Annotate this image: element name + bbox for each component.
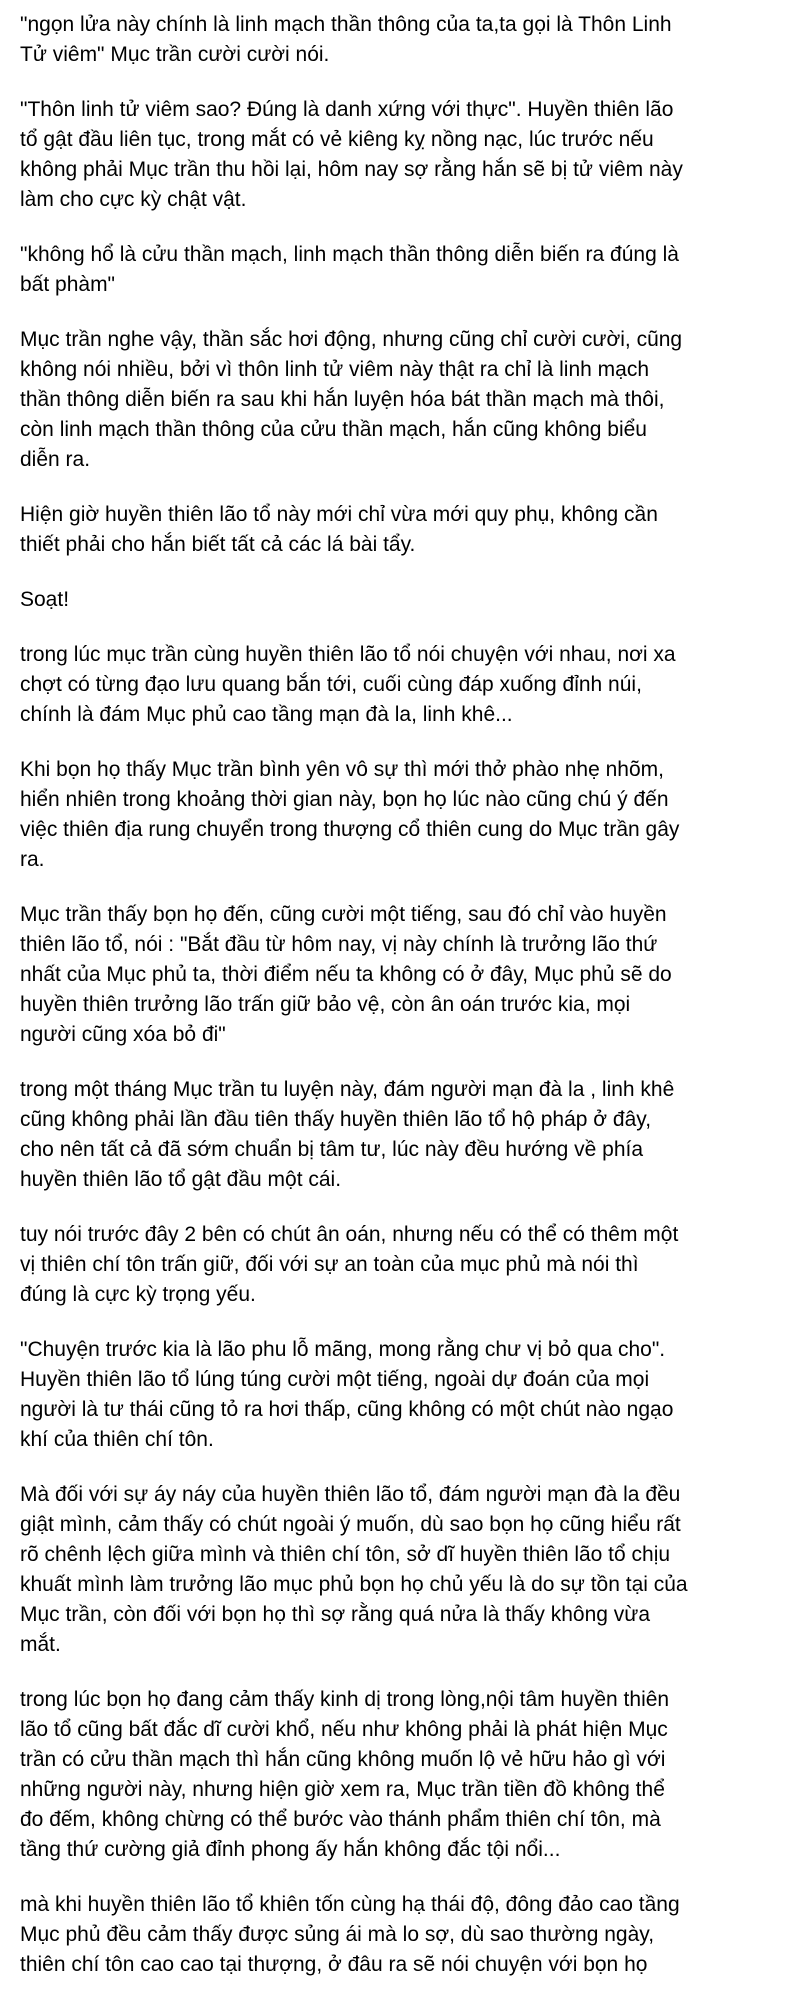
paragraph: Mục trần nghe vậy, thần sắc hơi động, nhưng cũng chỉ cười cười, cũng không nói nhiều, bởi vì thôn linh tử viêm này thật ra chỉ là linh mạch thần thông diễn biến ra sau khi hắn luyện hóa bát thần mạch mà thôi, còn linh mạch thần thông của cửu thần mạch, hắn cũng không biểu diễn ra. [20, 328, 683, 471]
paragraph: "không hổ là cửu thần mạch, linh mạch thần thông diễn biến ra đúng là bất phàm" [20, 243, 679, 296]
paragraph: "Thôn linh tử viêm sao? Đúng là danh xứng với thực". Huyền thiên lão tổ gật đầu liên tục, trong mắt có vẻ kiêng kỵ nồng nạc, lúc trước nếu không phải Mục trần thu hồi lại, hôm nay sợ rằng hắn sẽ bị tử viêm này làm cho cực kỳ chật vật. [20, 98, 683, 211]
paragraph: Mục trần thấy bọn họ đến, cũng cười một tiếng, sau đó chỉ vào huyền thiên lão tổ, nói : "Bắt đầu từ hôm nay, vị này chính là trưởng lão thứ nhất của Mục phủ ta, thời điểm nếu ta không có ở đây, Mục phủ sẽ do huyền thiên trưởng lão trấn giữ bảo vệ, còn ân oán trước kia, mọi người cũng xóa bỏ đi" [20, 903, 672, 1046]
paragraph: "ngọn lửa này chính là linh mạch thần thông của ta,ta gọi là Thôn Linh Tử viêm" Mục trần cười cười nói. [20, 13, 672, 66]
paragraph: "Chuyện trước kia là lão phu lỗ mãng, mong rằng chư vị bỏ qua cho". Huyền thiên lão tổ lúng túng cười một tiếng, ngoài dự đoán của mọi người là tư thái cũng tỏ ra hơi thấp, cũng không có một chút nào ngạo khí của thiên chí tôn. [20, 1338, 674, 1451]
paragraph: mà khi huyền thiên lão tổ khiên tốn cùng hạ thái độ, đông đảo cao tầng Mục phủ đều cảm thấy được sủng ái mà lo sợ, dù sao thường ngày, thiên chí tôn cao cao tại thượng, ở đâu ra sẽ nói chuyện với bọn họ [20, 1893, 680, 1976]
paragraph: Soạt! [20, 588, 70, 611]
paragraph: trong lúc mục trần cùng huyền thiên lão tổ nói chuyện với nhau, nơi xa chợt có từng đạo lưu quang bắn tới, cuối cùng đáp xuống đỉnh núi, chính là đám Mục phủ cao tầng mạn đà la, linh khê... [20, 643, 676, 726]
paragraph: Mà đối với sự áy náy của huyền thiên lão tổ, đám người mạn đà la đều giật mình, cảm thấy có chút ngoài ý muốn, dù sao bọn họ cũng hiểu rất rõ chênh lệch giữa mình và thiên chí tôn, sở dĩ huyền thiên lão tổ chịu khuất mình làm trưởng lão mục phủ bọn họ chủ yếu là do sự tồn tại của Mục trần, còn đối với bọn họ thì sợ rằng quá nửa là thấy không vừa mắt. [20, 1483, 688, 1656]
paragraph: Hiện giờ huyền thiên lão tổ này mới chỉ vừa mới quy phụ, không cần thiết phải cho hắn biết tất cả các lá bài tẩy. [20, 503, 658, 556]
paragraph: Khi bọn họ thấy Mục trần bình yên vô sự thì mới thở phào nhẹ nhõm, hiển nhiên trong khoảng thời gian này, bọn họ lúc nào cũng chú ý đến việc thiên địa rung chuyển trong thượng cổ thiên cung do Mục trần gây ra. [20, 758, 680, 871]
paragraph: trong lúc bọn họ đang cảm thấy kinh dị trong lòng,nội tâm huyền thiên lão tổ cũng bất đắc dĩ cười khổ, nếu như không phải là phát hiện Mục trần có cửu thần mạch thì hắn cũng không muốn lộ vẻ hữu hảo gì với những người này, nhưng hiện giờ xem ra, Mục trần tiền đồ không thể đo đếm, không chừng có thể bước vào thánh phẩm thiên chí tôn, mà tầng thứ cường giả đỉnh phong ấy hắn không đắc tội nổi... [20, 1688, 670, 1861]
paragraph: tuy nói trước đây 2 bên có chút ân oán, nhưng nếu có thể có thêm một vị thiên chí tôn trấn giữ, đối với sự an toàn của mục phủ mà nói thì đúng là cực kỳ trọng yếu. [20, 1223, 679, 1306]
paragraph: trong một tháng Mục trần tu luyện này, đám người mạn đà la , linh khê cũng không phải lần đầu tiên thấy huyền thiên lão tổ hộ pháp ở đây, cho nên tất cả đã sớm chuẩn bị tâm tư, lúc này đều hướng về phía huyền thiên lão tổ gật đầu một cái. [20, 1078, 675, 1191]
